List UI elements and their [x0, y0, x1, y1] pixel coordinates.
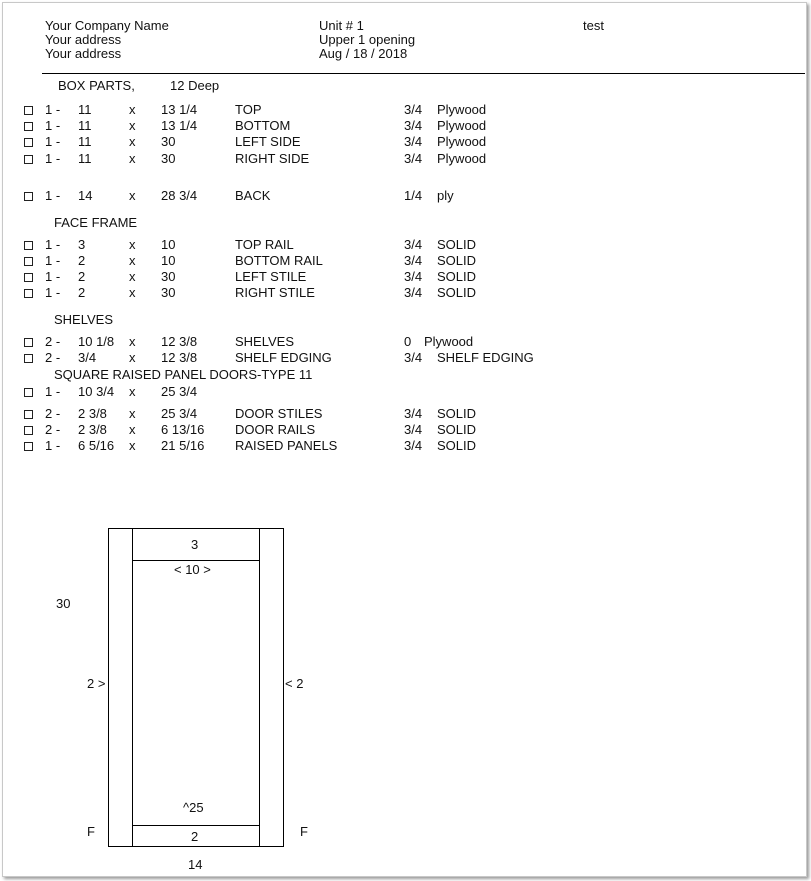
- shelves-title: SHELVES: [54, 312, 114, 327]
- company-address-line-2: Your address: [45, 46, 122, 61]
- part-x: x: [129, 422, 136, 437]
- job-name: test: [583, 18, 604, 33]
- left-f-mark: F: [87, 824, 95, 839]
- part-material: SOLID: [437, 406, 477, 421]
- part-material: SOLID: [437, 237, 477, 252]
- part-length: 12 3/8: [161, 334, 198, 349]
- part-length: 13 1/4: [161, 118, 198, 133]
- part-x: x: [129, 334, 136, 349]
- doors-title: SQUARE RAISED PANEL DOORS-TYPE 11: [54, 367, 313, 382]
- part-material: SOLID: [437, 253, 477, 268]
- part-thickness: 3/4: [404, 134, 423, 149]
- part-qty: 1 -: [45, 134, 61, 149]
- opening-height-dimension: ^25: [183, 800, 204, 815]
- part-thickness: 3/4: [404, 102, 423, 117]
- frame-height-dimension: 30: [56, 596, 71, 611]
- part-width: 10 1/8: [78, 334, 115, 349]
- part-thickness: 3/4: [404, 350, 423, 365]
- part-width: 11: [78, 102, 92, 117]
- part-thickness: 3/4: [404, 237, 423, 252]
- part-x: x: [129, 253, 136, 268]
- part-x: x: [129, 118, 136, 133]
- part-thickness: 3/4: [404, 151, 423, 166]
- part-width: 2: [78, 269, 86, 284]
- face-frame-title: FACE FRAME: [54, 215, 138, 230]
- part-width: 11: [78, 134, 92, 149]
- part-material: SOLID: [437, 438, 477, 453]
- part-material: Plywood: [437, 118, 487, 133]
- part-thickness: 3/4: [404, 406, 423, 421]
- part-width: 2: [78, 253, 86, 268]
- part-name: RIGHT STILE: [235, 285, 315, 300]
- part-thickness: 3/4: [404, 438, 423, 453]
- part-width: 3/4: [78, 350, 97, 365]
- company-address-line-1: Your address: [45, 32, 122, 47]
- part-qty: 2 -: [45, 350, 61, 365]
- right-stile-dimension: < 2: [285, 676, 304, 691]
- part-x: x: [129, 134, 136, 149]
- part-length: 28 3/4: [161, 188, 198, 203]
- left-stile-dimension: 2 >: [87, 676, 106, 691]
- part-material: Plywood: [437, 102, 487, 117]
- part-qty: 1 -: [45, 118, 61, 133]
- part-material: SOLID: [437, 269, 477, 284]
- top-rail-dimension: 3: [191, 537, 199, 552]
- part-width: 14: [78, 188, 93, 203]
- part-name: LEFT SIDE: [235, 134, 301, 149]
- part-x: x: [129, 237, 136, 252]
- part-length: 30: [161, 285, 176, 300]
- part-thickness: 3/4: [404, 285, 423, 300]
- part-length: 30: [161, 269, 176, 284]
- company-name: Your Company Name: [45, 18, 169, 33]
- part-name: LEFT STILE: [235, 269, 307, 284]
- part-x: x: [129, 384, 136, 399]
- part-width: 2 3/8: [78, 422, 107, 437]
- report-date: Aug / 18 / 2018: [319, 46, 408, 61]
- part-name: TOP: [235, 102, 262, 117]
- part-qty: 2 -: [45, 406, 61, 421]
- part-name: BOTTOM: [235, 118, 291, 133]
- part-qty: 1 -: [45, 237, 61, 252]
- part-name: RAISED PANELS: [235, 438, 338, 453]
- part-material: Plywood: [437, 134, 487, 149]
- part-name: BACK: [235, 188, 271, 203]
- unit-number: Unit # 1: [319, 18, 364, 33]
- part-width: 10 3/4: [78, 384, 115, 399]
- part-x: x: [129, 151, 136, 166]
- part-x: x: [129, 269, 136, 284]
- part-name: BOTTOM RAIL: [235, 253, 323, 268]
- part-length: 10: [161, 237, 176, 252]
- part-length: 13 1/4: [161, 102, 198, 117]
- part-material: ply: [437, 188, 454, 203]
- part-width: 11: [78, 151, 92, 166]
- part-x: x: [129, 102, 136, 117]
- part-width: 6 5/16: [78, 438, 115, 453]
- part-length: 21 5/16: [161, 438, 205, 453]
- part-x: x: [129, 188, 136, 203]
- part-name: TOP RAIL: [235, 237, 294, 252]
- part-qty: 1 -: [45, 384, 61, 399]
- part-qty: 2 -: [45, 334, 61, 349]
- part-thickness: 3/4: [404, 118, 423, 133]
- frame-width-dimension: 14: [188, 857, 203, 872]
- part-width: 2 3/8: [78, 406, 107, 421]
- part-qty: 1 -: [45, 438, 61, 453]
- part-name: SHELF EDGING: [235, 350, 332, 365]
- opening-description: Upper 1 opening: [319, 32, 416, 47]
- bottom-rail-dimension: 2: [191, 829, 199, 844]
- box-depth: 12 Deep: [170, 78, 220, 93]
- part-width: 3: [78, 237, 86, 252]
- part-x: x: [129, 350, 136, 365]
- part-qty: 1 -: [45, 269, 61, 284]
- opening-width-dimension: < 10 >: [174, 562, 211, 577]
- part-length: 12 3/8: [161, 350, 198, 365]
- part-length: 30: [161, 134, 176, 149]
- part-thickness: 3/4: [404, 269, 423, 284]
- part-qty: 1 -: [45, 253, 61, 268]
- part-name: RIGHT SIDE: [235, 151, 310, 166]
- part-material: Plywood: [424, 334, 474, 349]
- part-length: 25 3/4: [161, 406, 198, 421]
- part-name: DOOR STILES: [235, 406, 323, 421]
- part-name: SHELVES: [235, 334, 295, 349]
- part-thickness: 1/4: [404, 188, 423, 203]
- part-thickness: 0: [404, 334, 412, 349]
- part-length: 10: [161, 253, 176, 268]
- part-material: SHELF EDGING: [437, 350, 534, 365]
- part-thickness: 3/4: [404, 253, 423, 268]
- part-qty: 2 -: [45, 422, 61, 437]
- part-width: 11: [78, 118, 92, 133]
- part-length: 25 3/4: [161, 384, 198, 399]
- part-x: x: [129, 406, 136, 421]
- part-material: SOLID: [437, 422, 477, 437]
- part-qty: 1 -: [45, 285, 61, 300]
- box-parts-title: BOX PARTS,: [58, 78, 135, 93]
- part-name: DOOR RAILS: [235, 422, 316, 437]
- part-length: 6 13/16: [161, 422, 205, 437]
- right-f-mark: F: [300, 824, 308, 839]
- part-qty: 1 -: [45, 151, 61, 166]
- part-length: 30: [161, 151, 176, 166]
- part-qty: 1 -: [45, 188, 61, 203]
- part-material: SOLID: [437, 285, 477, 300]
- part-x: x: [129, 285, 136, 300]
- part-width: 2: [78, 285, 86, 300]
- part-qty: 1 -: [45, 102, 61, 117]
- part-x: x: [129, 438, 136, 453]
- part-material: Plywood: [437, 151, 487, 166]
- part-thickness: 3/4: [404, 422, 423, 437]
